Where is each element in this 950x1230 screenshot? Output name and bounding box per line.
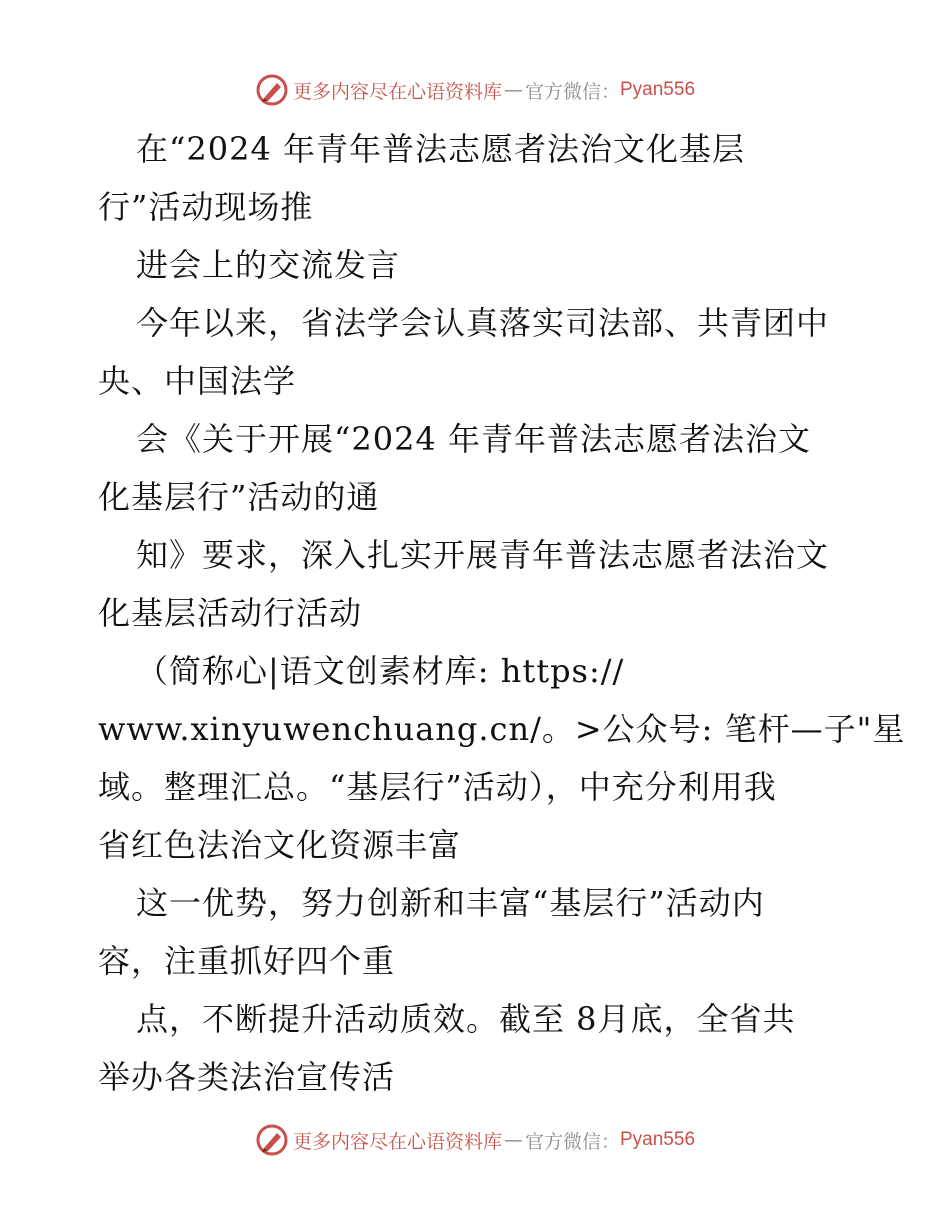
header-dash: — <box>503 79 523 101</box>
header-wechat-id: Pyan556 <box>620 79 696 100</box>
footer-wechat-id: Pyan556 <box>620 1129 696 1150</box>
text-line: 进会上的交流发言 <box>136 246 401 284</box>
text-line: 化基层活动行活动 <box>98 594 363 632</box>
header-wechat-label: 官方微信： <box>524 80 620 103</box>
text-line: 容，注重抓好四个重 <box>98 942 396 980</box>
footer-dash: — <box>503 1129 523 1151</box>
text-line: 央、中国法学 <box>98 362 297 400</box>
text-line: （简称心|语文创素材库: https:// <box>136 652 625 690</box>
text-line: 省红色法治文化资源丰富 <box>98 826 462 864</box>
text-line: 化基层行”活动的通 <box>98 478 380 516</box>
text-line: 会《关于开展“2024 年青年普法志愿者法治文 <box>136 420 811 458</box>
text-line: 举办各类法治宣传活 <box>98 1058 396 1096</box>
text-line: 这一优势，努力创新和丰富“基层行”活动内 <box>136 884 765 922</box>
text-line: 行”活动现场推 <box>98 188 314 226</box>
text-line: www.xinyuwenchuang.cn/。>公众号: 笔杆—子"星 <box>98 710 906 748</box>
header-site-text: 更多内容尽在心语资料库 <box>292 80 502 103</box>
text-line: 点，不断提升活动质效。截至 8月底，全省共 <box>136 1000 796 1038</box>
document-body <box>98 120 906 1106</box>
text-line: 域。整理汇总。“基层行”活动），中充分利用我 <box>98 768 777 806</box>
text-line: 今年以来，省法学会认真落实司法部、共青团中 <box>136 304 830 342</box>
header-banner <box>0 70 950 110</box>
footer-wechat-label: 官方微信： <box>524 1130 620 1153</box>
footer-site-text: 更多内容尽在心语资料库 <box>292 1130 502 1153</box>
pen-logo-icon <box>255 1123 289 1157</box>
text-line: 知》要求，深入扎实开展青年普法志愿者法治文 <box>136 536 830 574</box>
text-line: 在“2024 年青年普法志愿者法治文化基层 <box>136 130 745 168</box>
pen-logo-icon <box>255 73 289 107</box>
footer-banner <box>0 1120 950 1160</box>
